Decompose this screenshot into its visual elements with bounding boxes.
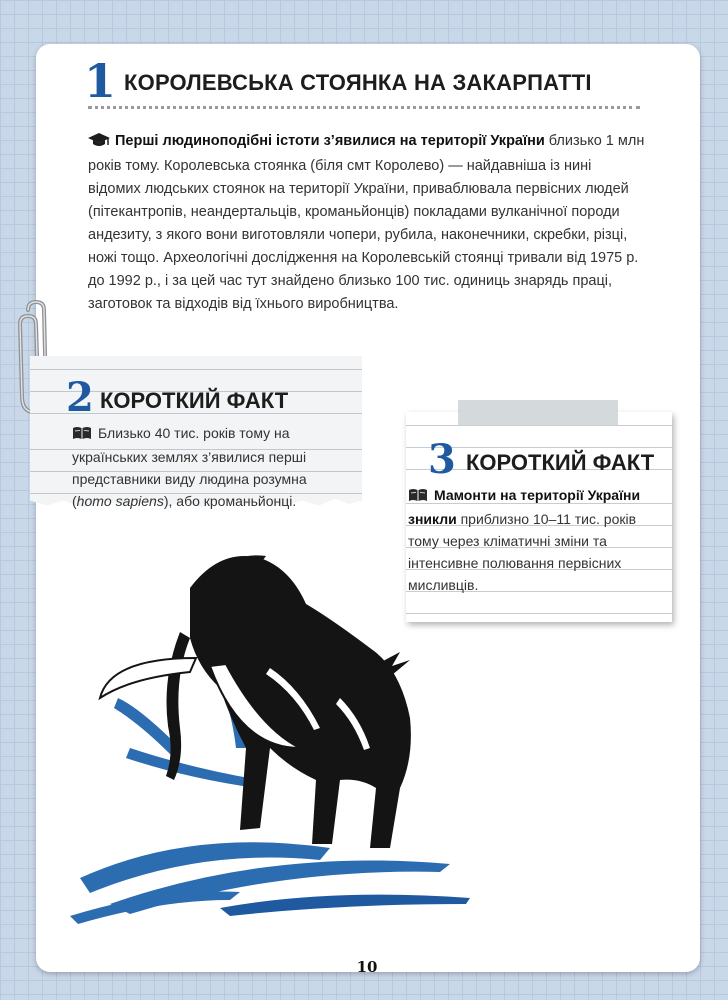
page-number: 10 <box>356 958 378 976</box>
open-book-icon <box>72 424 92 446</box>
graduation-cap-icon <box>88 132 110 155</box>
section-text-2b: ), або кроманьйонці. <box>163 493 297 509</box>
mammoth-illustration <box>70 548 490 928</box>
section-number-1: 1 <box>84 54 117 108</box>
section-title-1: КОРОЛЕВСЬКА СТОЯНКА НА ЗАКАРПАТТІ <box>124 70 592 95</box>
section-number-3: 3 <box>428 436 456 483</box>
section-lead-1: Перші людиноподібні істоти з’явилися на території України <box>115 133 545 149</box>
section-number-2: 2 <box>66 374 94 421</box>
section-text-1: близько 1 млн років тому. Королевська стоянка (біля смт Королево) — найдавніша із нині відомих людських стоянок на території України, приваблювала первісних людей (пітекантропів, неандертальців, кроманьйонців) покладами вулканічної породи андезиту, з якого вони виготовляли чопери, рубила, наконечники, скребки, різці, ножі тощо. Археологічні дослідження на Королевській стоянці тривали від 1975 р. до 1992 р., і за цей час тут знайдено близько 100 тис. одиниць знарядь праці, заготовок та відходів від їхнього виробництва. <box>88 133 645 312</box>
section-body-1 <box>88 130 648 316</box>
section-text-2a: Близько 40 тис. років тому на українських землях з’явилися перші представники виду людина розумна ( <box>72 425 307 509</box>
section-lead-3: Мамонти на території України зникли <box>408 487 641 527</box>
tape-strip <box>458 400 618 426</box>
dotted-divider <box>88 106 640 109</box>
section-body-2 <box>72 422 348 512</box>
section-text-3: приблизно 10–11 тис. років тому через кліматичні зміни та інтенсивне полювання первісних мисливців. <box>408 511 637 593</box>
section-text-2-italic: homo sapiens <box>76 493 164 509</box>
section-title-2: КОРОТКИЙ ФАКТ <box>100 388 289 413</box>
section-title-3: КОРОТКИЙ ФАКТ <box>466 450 655 475</box>
open-book-icon <box>408 486 428 508</box>
